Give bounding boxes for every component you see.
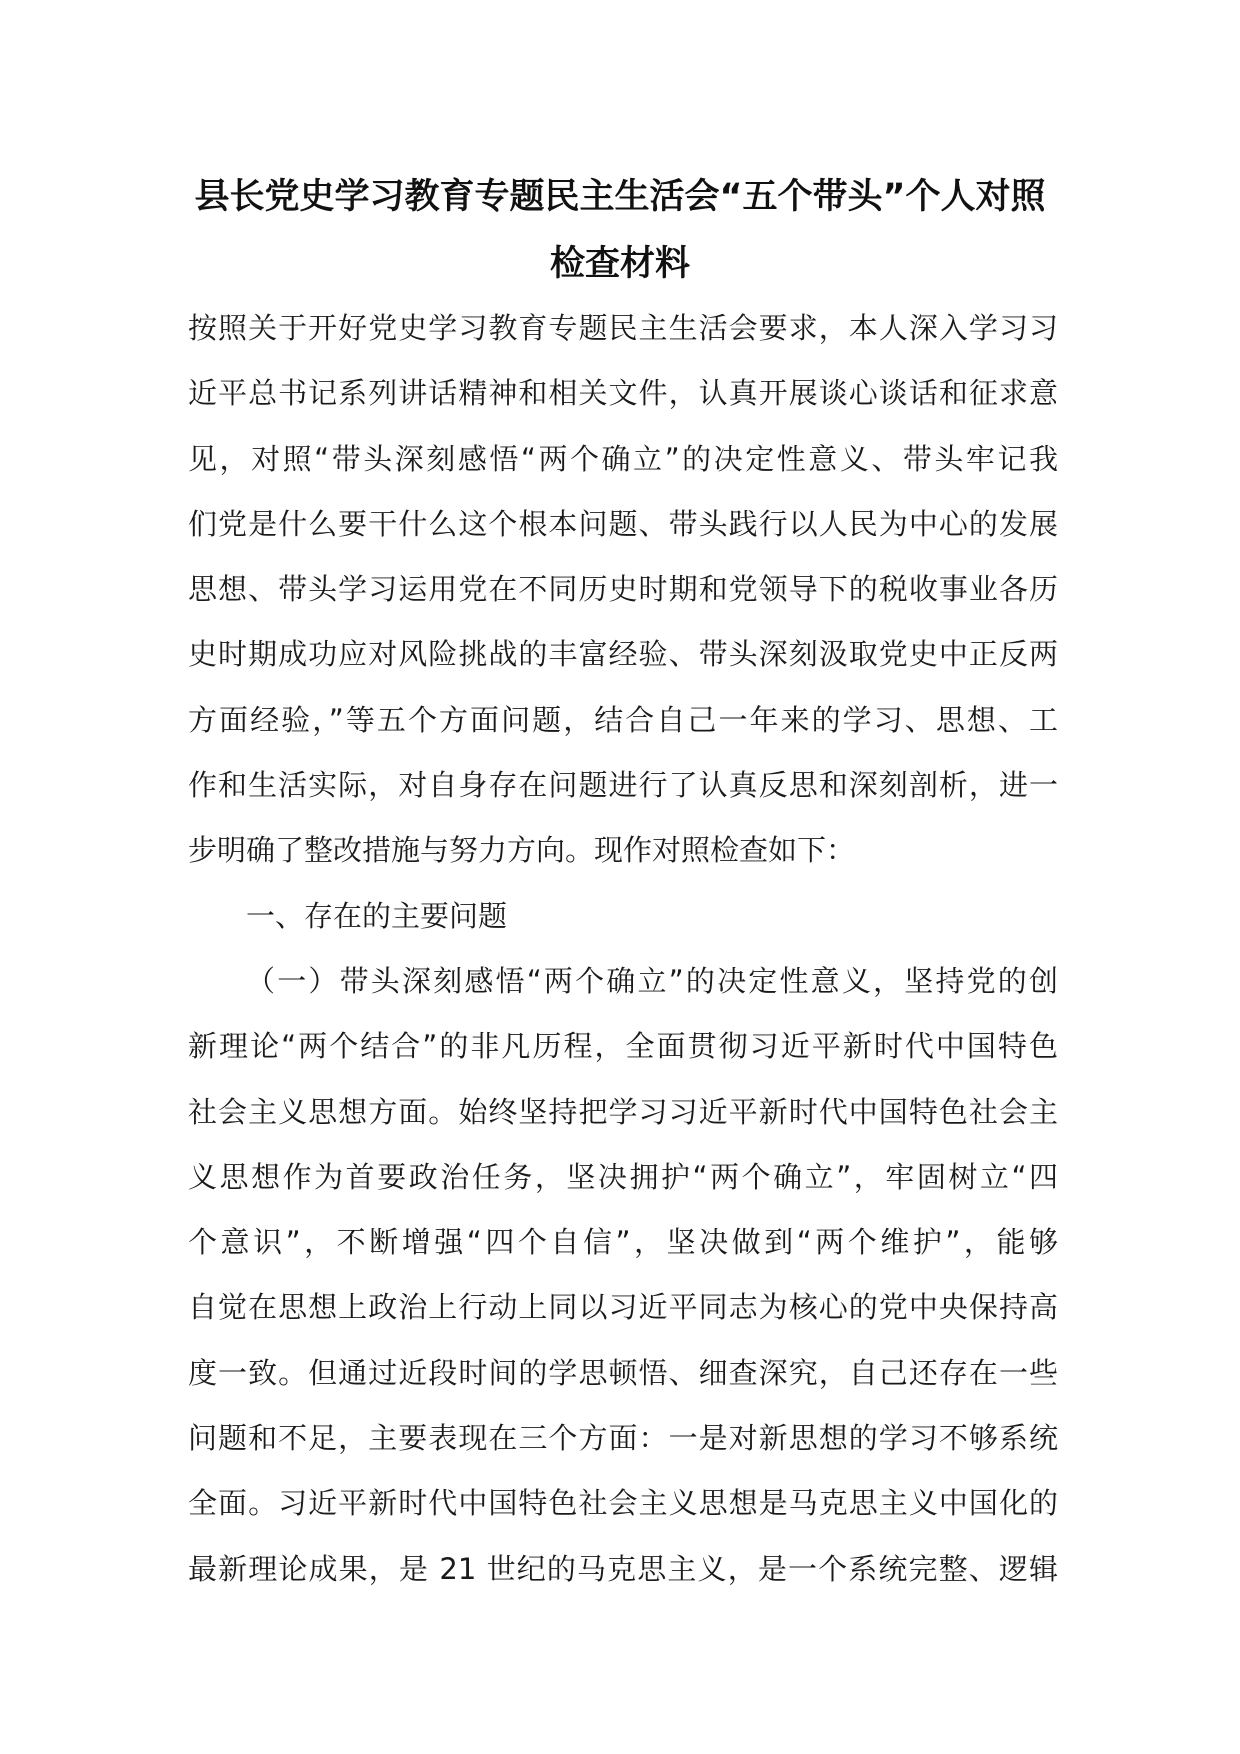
- body-line: 方面经验，”等五个方面问题，结合自己一年来的学习、思想、工: [188, 702, 1058, 737]
- body-line: 问题和不足，主要表现在三个方面：一是对新思想的学习不够系统: [188, 1421, 1058, 1456]
- section-heading: 一、存在的主要问题: [246, 898, 508, 933]
- document-title-line-2: 检查材料: [549, 244, 690, 284]
- body-line: 个意识”，不断增强“四个自信”，坚决做到“两个维护”，能够: [188, 1225, 1058, 1260]
- body-line: 见，对照“带头深刻感悟“两个确立”的决定性意义、带头牢记我: [188, 441, 1058, 476]
- body-line: 思想、带头学习运用党在不同历史时期和党领导下的税收事业各历: [188, 572, 1058, 607]
- body-line: 新理论“两个结合”的非凡历程，全面贯彻习近平新时代中国特色: [188, 1029, 1058, 1064]
- body-line: 作和生活实际，对自身存在问题进行了认真反思和深刻剖析，进一: [188, 768, 1058, 803]
- body-line: 义思想作为首要政治任务，坚决拥护“两个确立”，牢固树立“四: [188, 1159, 1058, 1194]
- body-line: 按照关于开好党史学习教育专题民主生活会要求，本人深入学习习: [188, 311, 1058, 345]
- body-line: 近平总书记系列讲话精神和相关文件，认真开展谈心谈话和征求意: [188, 376, 1058, 411]
- body-line: 史时期成功应对风险挑战的丰富经验、带头深刻汲取党史中正反两: [188, 637, 1058, 672]
- body-line: 最新理论成果，是 21 世纪的马克思主义，是一个系统完整、逻辑: [188, 1551, 1058, 1586]
- subsection-heading-line: （一）带头深刻感悟“两个确立”的决定性意义，坚持党的创: [246, 963, 1058, 998]
- body-line: 社会主义思想方面。始终坚持把学习习近平新时代中国特色社会主: [188, 1094, 1058, 1129]
- body-line: 们党是什么要干什么这个根本问题、带头践行以人民为中心的发展: [188, 506, 1058, 541]
- document-body: [188, 296, 1058, 1602]
- body-line: 度一致。但通过近段时间的学思顿悟、细查深究，自己还存在一些: [188, 1355, 1058, 1390]
- body-line: 全面。习近平新时代中国特色社会主义思想是马克思主义中国化的: [188, 1486, 1058, 1521]
- body-line: 步明确了整改措施与努力方向。现作对照检查如下：: [188, 833, 856, 868]
- body-line: 自觉在思想上政治上行动上同以习近平同志为核心的党中央保持高: [188, 1290, 1058, 1325]
- document-title-line-1: 县长党史学习教育专题民主生活会“五个带头”个人对照: [194, 177, 1046, 217]
